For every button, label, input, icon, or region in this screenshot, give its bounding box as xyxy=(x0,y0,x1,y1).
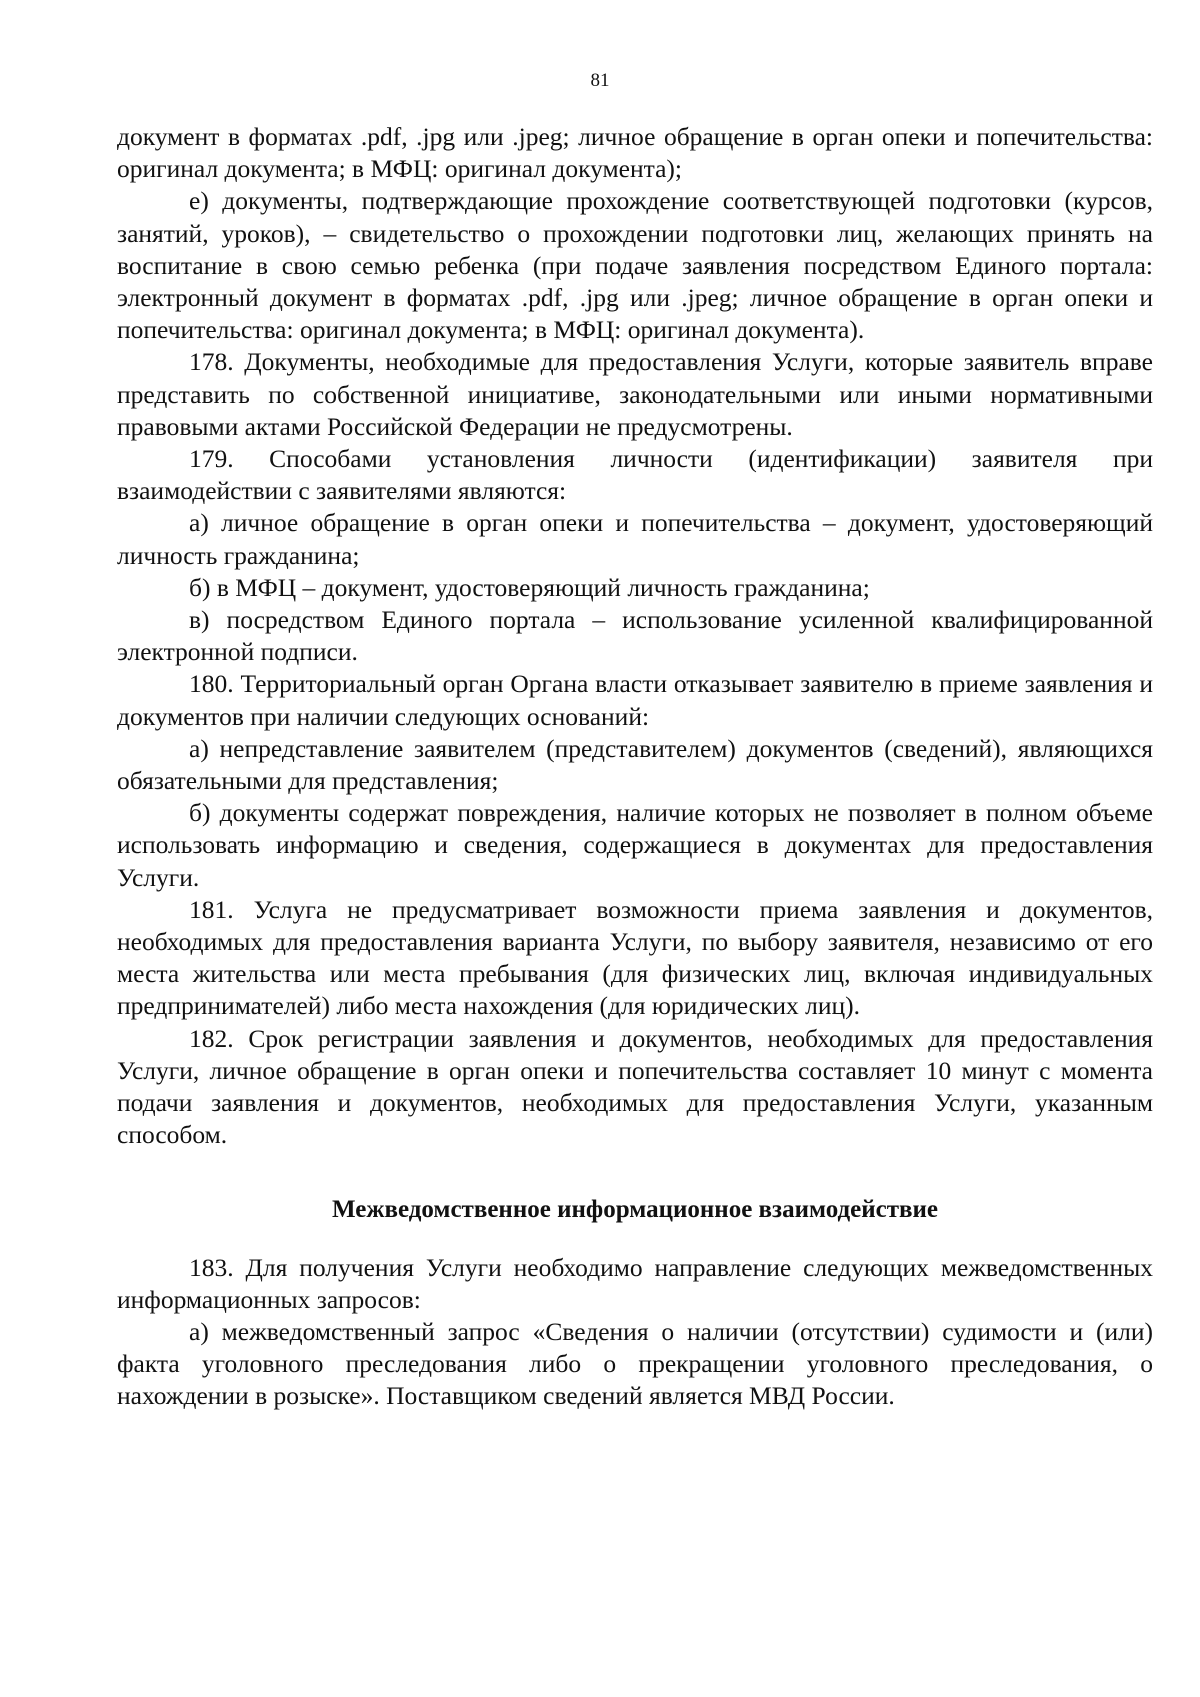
paragraph: 183. Для получения Услуги необходимо направление следующих межведомственных информационных запросов: xyxy=(117,1252,1153,1314)
paragraph: 179. Способами установления личности (идентификации) заявителя при взаимодействии с заявителями являются: xyxy=(117,444,1153,506)
document-body xyxy=(117,121,1153,1413)
paragraph: е) документы, подтверждающие прохождение соответствующей подготовки (курсов, занятий, уроков), – свидетельство о прохождении подготовки лиц, желающих принять на воспитание в свою семью ребенка (при подаче заявления посредством Единого портала: электронный документ в форматах .pdf, .jpg или .jpeg; личное обращение в орган опеки и попечительства: оригинал документа; в МФЦ: оригинал документа). xyxy=(117,186,1153,345)
paragraph: 178. Документы, необходимые для предоставления Услуги, которые заявитель вправе представить по собственной инициативе, законодательными или иными нормативными правовыми актами Российской Федерации не предусмотрены. xyxy=(117,347,1153,441)
paragraph: а) межведомственный запрос «Сведения о наличии (отсутствии) судимости и (или) факта уголовного преследования либо о прекращении уголовного преследования, о нахождении в розыске». Поставщиком сведений является МВД России. xyxy=(117,1316,1153,1411)
paragraph: а) непредставление заявителем (представителем) документов (сведений), являющихся обязательными для представления; xyxy=(117,733,1153,796)
section-title: Межведомственное информационное взаимодействие xyxy=(332,1195,938,1223)
paragraph: 180. Территориальный орган Органа власти отказывает заявителю в приеме заявления и документов при наличии следующих оснований: xyxy=(117,669,1153,731)
paragraph: документ в форматах .pdf, .jpg или .jpeg; личное обращение в орган опеки и попечительства: оригинал документа; в МФЦ: оригинал документа); xyxy=(117,122,1153,184)
paragraph: б) в МФЦ – документ, удостоверяющий личность гражданина; xyxy=(189,572,870,602)
paragraph: в) посредством Единого портала – использование усиленной квалифицированной электронной подписи. xyxy=(117,605,1153,667)
paragraph: 182. Срок регистрации заявления и документов, необходимых для предоставления Услуги, личное обращение в орган опеки и попечительства составляет 10 минут с момента подачи заявления и документов, необходимых для предоставления Услуги, указанным способом. xyxy=(117,1023,1153,1150)
paragraph: а) личное обращение в орган опеки и попечительства – документ, удостоверяющий личность гражданина; xyxy=(117,508,1153,570)
paragraph: 181. Услуга не предусматривает возможности приема заявления и документов, необходимых для предоставления варианта Услуги, по выбору заявителя, независимо от его места жительства или места пребывания (для физических лиц, включая индивидуальных предпринимателей) либо места нахождения (для юридических лиц). xyxy=(117,894,1153,1021)
page-number: 81 xyxy=(590,70,610,91)
paragraph: б) документы содержат повреждения, наличие которых не позволяет в полном объеме использовать информацию и сведения, содержащиеся в документах для предоставления Услуги. xyxy=(117,798,1153,892)
